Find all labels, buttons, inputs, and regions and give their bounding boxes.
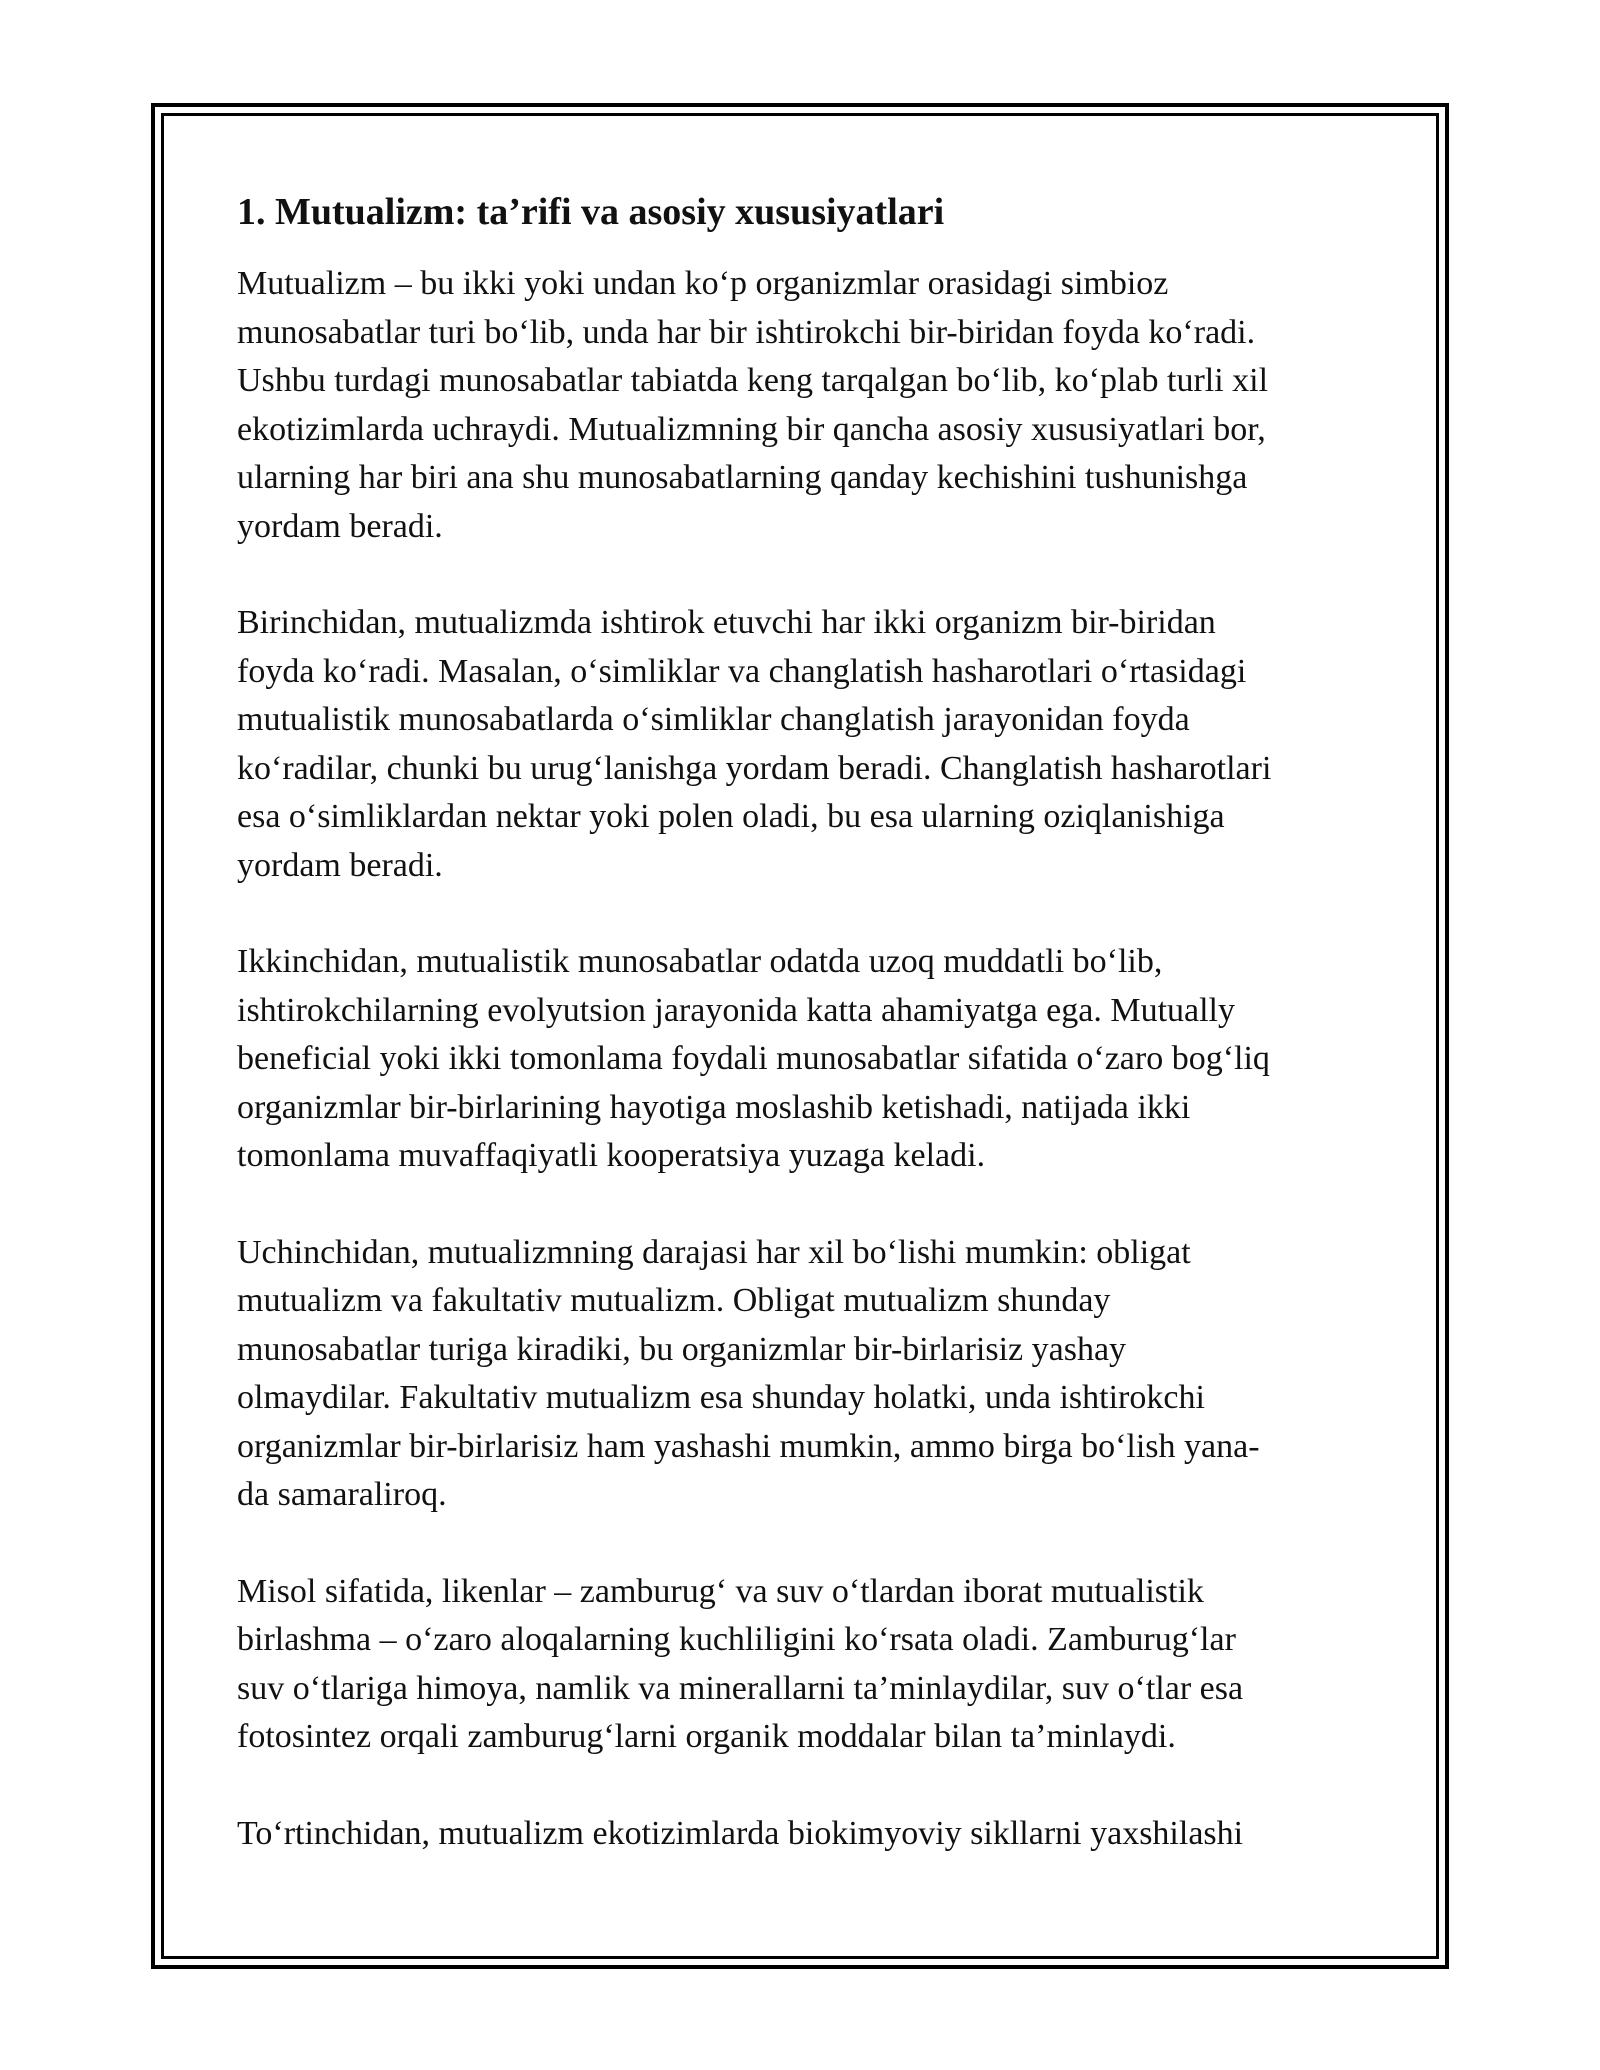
text-line: mutualistik munosabatlarda oʻsimliklar changlatish jarayonidan foyda — [237, 701, 1190, 738]
section-heading: 1. Mutualizm: ta’rifi va asosiy xususiyatlari — [237, 191, 945, 233]
paragraph-fourth — [237, 1810, 1367, 1859]
text-line: beneficial yoki ikki tomonlama foydali munosabatlar sifatida oʻzaro bogʻliq — [237, 1040, 1270, 1077]
text-line: yordam beradi. — [237, 846, 443, 884]
text-line: munosabatlar turiga kiradiki, bu organizmlar bir-birlarisiz yashay — [237, 1330, 1127, 1368]
text-line: Birinchidan, mutualizmda ishtirok etuvchi har ikki organizm bir-biridan — [237, 604, 1216, 641]
document-body — [237, 188, 1367, 1906]
text-line: ekotizimlarda uchraydi. Mutualizmning bir qancha asosiy xususiyatlari bor, — [237, 410, 1266, 448]
text-line: birlashma – oʻzaro aloqalarning kuchliligini koʻrsata oladi. Zamburugʻlar — [237, 1621, 1236, 1658]
text-line: yordam beradi. — [237, 507, 443, 545]
text-line: Misol sifatida, likenlar – zamburugʻ va suv oʻtlardan iborat mutualistik — [237, 1572, 1204, 1610]
text-line: fotosintez orqali zamburugʻlarni organik moddalar bilan ta’minlaydi. — [237, 1718, 1176, 1755]
paragraph-second — [237, 938, 1367, 1181]
paragraph-first — [237, 599, 1367, 890]
text-line: olmaydilar. Fakultativ mutualizm esa shunday holatki, unda ishtirokchi — [237, 1379, 1205, 1416]
paragraph-definition — [237, 260, 1367, 551]
text-line: esa oʻsimliklardan nektar yoki polen oladi, bu esa ularning oziqlanishiga — [237, 798, 1225, 835]
text-line: organizmlar bir-birlarining hayotiga moslashib ketishadi, natijada ikki — [237, 1088, 1191, 1126]
text-line: Mutualizm – bu ikki yoki undan koʻp organizmlar orasidagi simbioz — [237, 265, 1169, 302]
text-line: tomonlama muvaffaqiyatli kooperatsiya yuzaga keladi. — [237, 1137, 986, 1174]
text-line: ishtirokchilarning evolyutsion jarayonida katta ahamiyatga ega. Mutually — [237, 991, 1236, 1029]
text-line: mutualizm va fakultativ mutualizm. Obligat mutualizm shunday — [237, 1282, 1111, 1319]
text-line: Toʻrtinchidan, mutualizm ekotizimlarda biokimyoviy sikllarni yaxshilashi — [237, 1814, 1244, 1852]
text-line: suv oʻtlariga himoya, namlik va minerallarni ta’minlaydilar, suv oʻtlar esa — [237, 1669, 1244, 1707]
text-line: koʻradilar, chunki bu urugʻlanishga yordam beradi. Changlatish hasharotlari — [237, 749, 1272, 787]
text-line: da samaraliroq. — [237, 1476, 447, 1513]
paragraph-third — [237, 1229, 1367, 1520]
paragraph-example-lichens — [237, 1568, 1367, 1762]
text-line: munosabatlar turi boʻlib, unda har bir ishtirokchi bir-biridan foyda koʻradi. — [237, 313, 1256, 351]
text-line: organizmlar bir-birlarisiz ham yashashi mumkin, ammo birga boʻlish yana- — [237, 1427, 1260, 1465]
text-line: Ikkinchidan, mutualistik munosabatlar odatda uzoq muddatli boʻlib, — [237, 943, 1163, 980]
text-line: ularning har biri ana shu munosabatlarning qanday kechishini tushunishga — [237, 459, 1248, 496]
text-line: Ushbu turdagi munosabatlar tabiatda keng tarqalgan boʻlib, koʻplab turli xil — [237, 362, 1269, 399]
text-line: Uchinchidan, mutualizmning darajasi har xil boʻlishi mumkin: obligat — [237, 1233, 1191, 1271]
text-line: foyda koʻradi. Masalan, oʻsimliklar va changlatish hasharotlari oʻrtasidagi — [237, 652, 1247, 690]
